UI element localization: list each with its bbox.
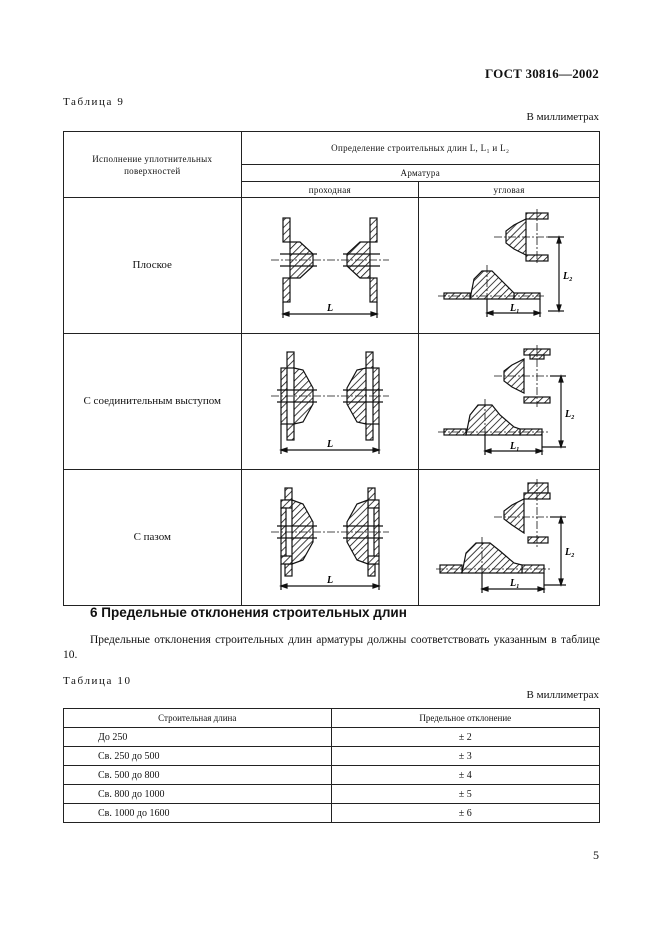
section-heading: 6 Предельные отклонения строительных длин [90,605,407,620]
straight-valve-drawing [241,470,419,606]
table9-group-header: Арматура [241,165,599,182]
table9-row-label: Плоское [64,198,242,334]
table9-subheader-angle: угловая [419,182,600,198]
table-row [64,804,600,823]
table10-units: В миллиметрах [526,689,599,701]
table10-length-cell: Св. 1000 до 1600 [64,804,332,823]
table10 [63,708,600,823]
table9-col1-header: Исполнение уплотнительных поверхностей [64,132,242,198]
dim-label-L: L [326,302,333,314]
table-row [64,728,600,747]
table10-deviation-cell: ± 3 [331,747,600,766]
angle-valve-drawing [419,470,600,606]
dim-label-L1: L₁ [510,302,520,314]
document-standard-code: ГОСТ 30816—2002 [484,66,599,81]
table10-deviation-cell: ± 2 [331,728,600,747]
dim-label-L2: L₂ [565,546,575,558]
table10-header-length: Строительная длина [64,709,332,728]
dim-label-L: L [326,438,333,450]
table10-deviation-cell: ± 5 [331,785,600,804]
section-paragraph: Предельные отклонения строительных длин арматуры должны соответствовать указанным в таблице 10. [63,634,600,661]
table9-caption: Таблица 9 [63,96,125,108]
table-row [64,766,600,785]
dim-label-L1: L₁ [510,440,520,452]
table-row [64,785,600,804]
table10-length-cell: Св. 250 до 500 [64,747,332,766]
table10-length-cell: Св. 500 до 800 [64,766,332,785]
dim-label-L: L [326,574,333,586]
table9-row-label: С пазом [64,470,242,606]
table10-length-cell: До 250 [64,728,332,747]
table10-header-deviation: Предельное отклонение [331,709,600,728]
dim-label-L1: L₁ [510,577,520,589]
angle-valve-drawing [419,334,600,470]
straight-valve-drawing [241,334,419,470]
dim-label-L2: L₂ [563,270,573,282]
table9-span-header: Определение строительных длин L, L₁ и L₂ [241,132,599,165]
table9-row-label: С соединительным выступом [64,334,242,470]
straight-valve-drawing [241,198,419,334]
table10-deviation-cell: ± 4 [331,766,600,785]
table9-subheader-straight: проходная [241,182,419,198]
page-number: 5 [593,848,599,862]
table9-units: В миллиметрах [526,111,599,123]
table10-length-cell: Св. 800 до 1000 [64,785,332,804]
dim-label-L2: L₂ [565,408,575,420]
table9 [63,131,600,606]
table10-caption: Таблица 10 [63,675,132,687]
table-row [64,747,600,766]
table10-deviation-cell: ± 6 [331,804,600,823]
angle-valve-drawing [419,198,600,334]
